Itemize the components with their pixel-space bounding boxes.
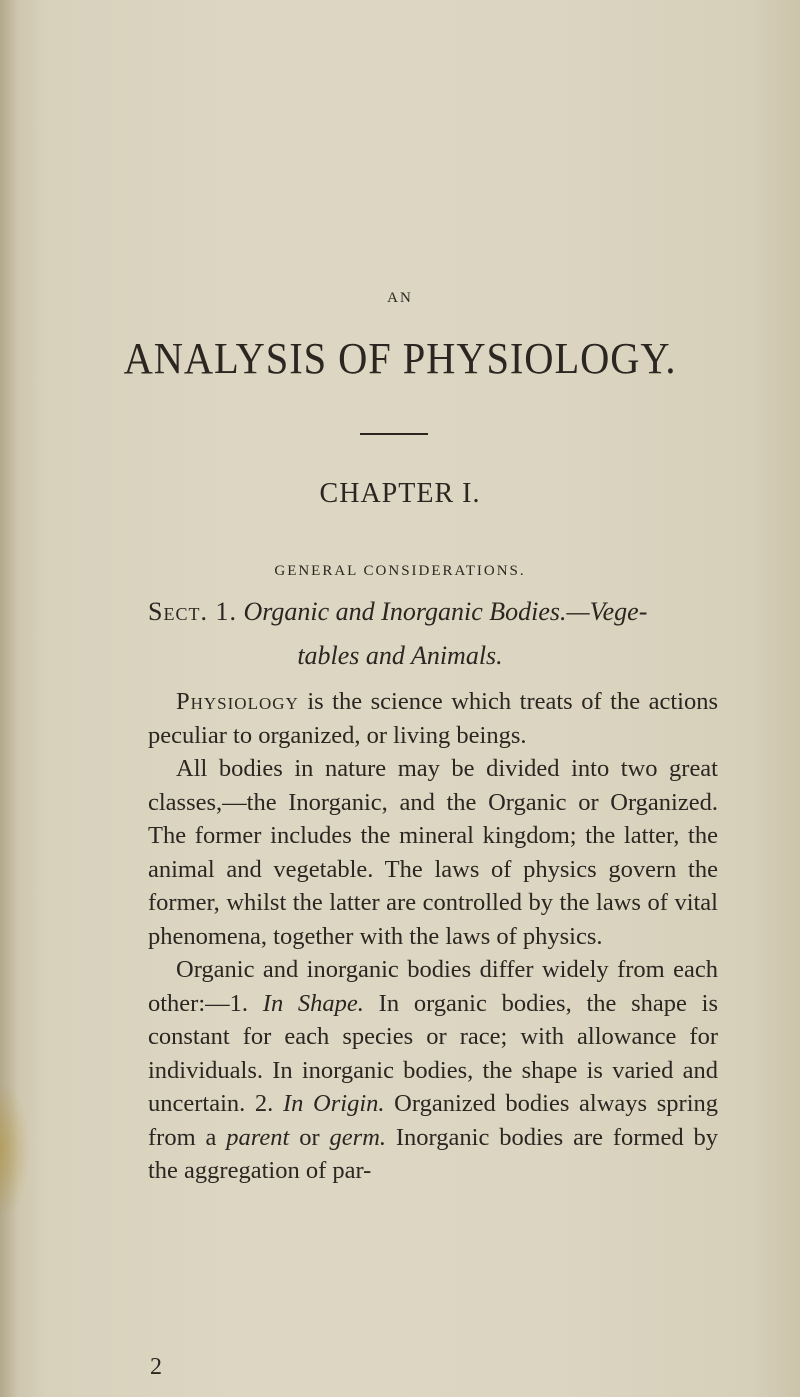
paragraph-1 [148, 685, 718, 752]
paragraph-3-text-d: Inorganic bodies are formed by the aggregation of par- [148, 1123, 718, 1184]
paragraph-3-text-or: or [289, 1123, 330, 1151]
paragraph-2: All bodies in nature may be divided into two great classes,—the Inorganic, and the Organic or Organized. The former includes the mineral kingdom; the latter, the animal and vegetable. The laws of physics govern the former, whilst the latter are controlled by the laws of vital phenomena, together with the laws of physics. [148, 755, 718, 950]
italic-shape: In Shape. [262, 989, 364, 1017]
page-stain [0, 1080, 30, 1220]
section-heading [148, 597, 738, 627]
pre-title: AN [387, 290, 413, 306]
paragraph-3 [148, 953, 718, 1188]
chapter-subtitle: GENERAL CONSIDERATIONS. [274, 563, 526, 579]
signature-mark: 2 [150, 1354, 162, 1380]
paragraph-3-text-b: In organic bodies, the shape is constant for each species or race; with allowance for individuals. In inorganic bodies, the shape is varied and uncertain. 2. [148, 989, 718, 1117]
italic-germ: germ. [329, 1123, 387, 1151]
section-heading-continued: tables and Animals. [297, 641, 503, 670]
italic-origin: In Origin. [282, 1090, 385, 1117]
paragraph-3-text-a: Organic and inorganic bodies differ widely from each other:—1. [148, 956, 718, 1017]
section-heading-text: Organic and Inorganic Bodies.—Vege- [243, 597, 648, 626]
paragraph-1-text: is the science which treats of the actions peculiar to organized, or living beings. [148, 688, 718, 749]
chapter-heading: CHAPTER I. [319, 478, 481, 509]
body-text [148, 685, 718, 1188]
paragraph-lead-word: Physiology [176, 688, 299, 715]
title-rule [360, 433, 428, 435]
section-label: Sect. 1. [148, 597, 237, 626]
book-title: ANALYSIS OF PHYSIOLOGY. [123, 334, 677, 383]
italic-parent: parent [226, 1123, 290, 1151]
paragraph-3-text-c: Organized bodies always spring from a [148, 1090, 718, 1151]
